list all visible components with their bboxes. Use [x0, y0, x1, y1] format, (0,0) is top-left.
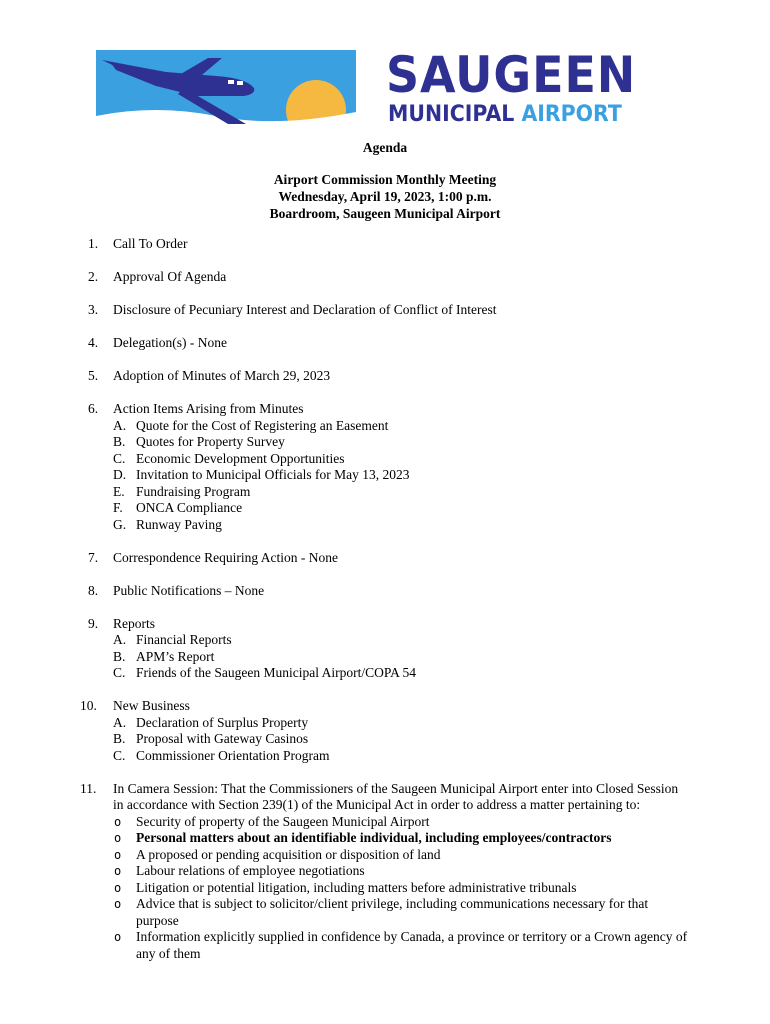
sub-letter: C.	[113, 747, 126, 763]
item-number: 9.	[88, 615, 99, 631]
sub-item	[113, 517, 688, 534]
bullet-item	[113, 830, 688, 847]
sub-item	[113, 418, 688, 435]
item-text: Approval Of Agenda	[113, 269, 227, 284]
bullet-mark: o	[114, 930, 122, 944]
sub-item	[113, 632, 688, 649]
sub-item	[113, 451, 688, 468]
sub-letter: A.	[113, 714, 127, 730]
sub-text: Invitation to Municipal Officials for May 13, 2023	[136, 467, 410, 482]
agenda-item	[88, 368, 688, 385]
agenda-item	[88, 583, 688, 600]
sub-letter: B.	[113, 434, 126, 449]
agenda-item	[80, 698, 688, 764]
sub-letter: D.	[113, 467, 127, 482]
bullet-text: Litigation or potential litigation, including matters before administrative tribunals	[136, 879, 577, 895]
item-text: Disclosure of Pecuniary Interest and Declaration of Conflict of Interest	[113, 302, 497, 317]
agenda-item	[88, 236, 688, 253]
logo-word-airport: AIRPORT	[521, 102, 622, 127]
item-text: In Camera Session: That the Commissioners of the Saugeen Municipal Airport enter into Closed Session in accordance with Section 239(1) of the Municipal Act in order to address a matter pertaining to:	[113, 780, 679, 812]
bullet-text: Information explicitly supplied in confidence by Canada, a province or territory or a Crown agency of any of them	[136, 929, 688, 961]
item-text: Action Items Arising from Minutes	[113, 401, 304, 416]
sub-text: Fundraising Program	[136, 483, 251, 499]
item-text: Correspondence Requiring Action - None	[113, 549, 338, 565]
bullet-mark: o	[114, 864, 122, 878]
meeting-name: Airport Commission Monthly Meeting	[273, 172, 497, 187]
sub-item	[113, 748, 688, 765]
meeting-location: Boardroom, Saugeen Municipal Airport	[269, 206, 501, 221]
item-text: Reports	[113, 615, 155, 631]
item-number: 11.	[80, 780, 97, 796]
sub-text: Friends of the Saugeen Municipal Airport/COPA 54	[136, 665, 416, 680]
meeting-date: Wednesday, April 19, 2023, 1:00 p.m.	[278, 189, 492, 204]
airport-logo-graphic	[96, 50, 356, 134]
bullet-mark: o	[114, 847, 122, 862]
sub-letter: C.	[113, 665, 126, 680]
sub-letter: B.	[113, 648, 126, 664]
sub-item	[113, 484, 688, 501]
sub-letter: F.	[113, 500, 123, 515]
bullet-mark: o	[114, 897, 122, 911]
bullet-mark: o	[114, 814, 122, 829]
sub-text: Proposal with Gateway Casinos	[136, 731, 309, 746]
sub-letter: A.	[113, 632, 127, 647]
logo-word-municipal: MUNICIPAL	[388, 102, 515, 127]
bullet-item	[113, 880, 688, 897]
sub-text: Quote for the Cost of Registering an Easement	[136, 417, 389, 433]
sub-item	[113, 500, 688, 517]
bullet-mark: o	[114, 831, 122, 845]
item-number: 4.	[88, 335, 99, 350]
bullet-text: A proposed or pending acquisition or disposition of land	[136, 846, 441, 862]
bullet-text: Labour relations of employee negotiations	[136, 863, 365, 878]
logo-wordmark-municipal-airport	[388, 104, 622, 126]
meeting-header	[0, 171, 770, 222]
item-number: 6.	[88, 401, 99, 416]
item-text: Call To Order	[113, 236, 188, 251]
sub-text: APM’s Report	[136, 648, 215, 664]
bullet-item	[113, 929, 688, 962]
item-number: 10.	[80, 698, 97, 713]
agenda-item	[80, 780, 688, 963]
agenda-item	[88, 616, 688, 682]
agenda-item	[88, 401, 688, 533]
sub-item	[113, 467, 688, 484]
sub-item	[113, 649, 688, 666]
sub-text: Commissioner Orientation Program	[136, 747, 330, 763]
item-number: 8.	[88, 582, 99, 598]
item-text: Public Notifications – None	[113, 582, 265, 598]
item-number: 2.	[88, 269, 99, 284]
bullet-text: Personal matters about an identifiable individual, including employees/contractors	[136, 830, 612, 845]
item-number: 7.	[88, 549, 99, 565]
agenda-item	[88, 302, 688, 319]
sub-letter: C.	[113, 450, 126, 466]
sub-text: Declaration of Surplus Property	[136, 714, 309, 730]
logo-wordmark-saugeen: SAUGEEN	[386, 46, 637, 104]
bullet-mark: o	[114, 880, 122, 895]
bullet-item	[113, 896, 688, 929]
sub-item	[113, 715, 688, 732]
sub-letter: E.	[113, 483, 125, 499]
bullet-text: Security of property of the Saugeen Municipal Airport	[136, 813, 430, 829]
bullet-item	[113, 863, 688, 880]
bullet-text: Advice that is subject to solicitor/client privilege, including communications necessary for that purpose	[136, 896, 649, 928]
item-text: Adoption of Minutes of March 29, 2023	[113, 368, 331, 383]
bullet-item	[113, 847, 688, 864]
agenda-item	[88, 269, 688, 286]
agenda-item	[88, 335, 688, 352]
sub-text: Financial Reports	[136, 632, 232, 647]
sub-item	[113, 434, 688, 451]
sub-text: Economic Development Opportunities	[136, 450, 345, 466]
item-number: 5.	[88, 368, 99, 383]
sub-text: Runway Paving	[136, 516, 222, 532]
sub-item	[113, 731, 688, 748]
bullet-item	[113, 814, 688, 831]
sub-letter: G.	[113, 516, 127, 532]
document-title: Agenda	[362, 140, 408, 155]
agenda-item	[88, 550, 688, 567]
item-text: Delegation(s) - None	[113, 335, 227, 350]
item-number: 1.	[88, 236, 99, 251]
sub-text: Quotes for Property Survey	[136, 434, 285, 449]
agenda-list	[80, 236, 688, 979]
sub-letter: B.	[113, 731, 126, 746]
item-text: New Business	[113, 698, 190, 713]
sub-text: ONCA Compliance	[136, 500, 243, 515]
item-number: 3.	[88, 302, 99, 317]
sub-item	[113, 665, 688, 682]
sub-letter: A.	[113, 417, 127, 433]
